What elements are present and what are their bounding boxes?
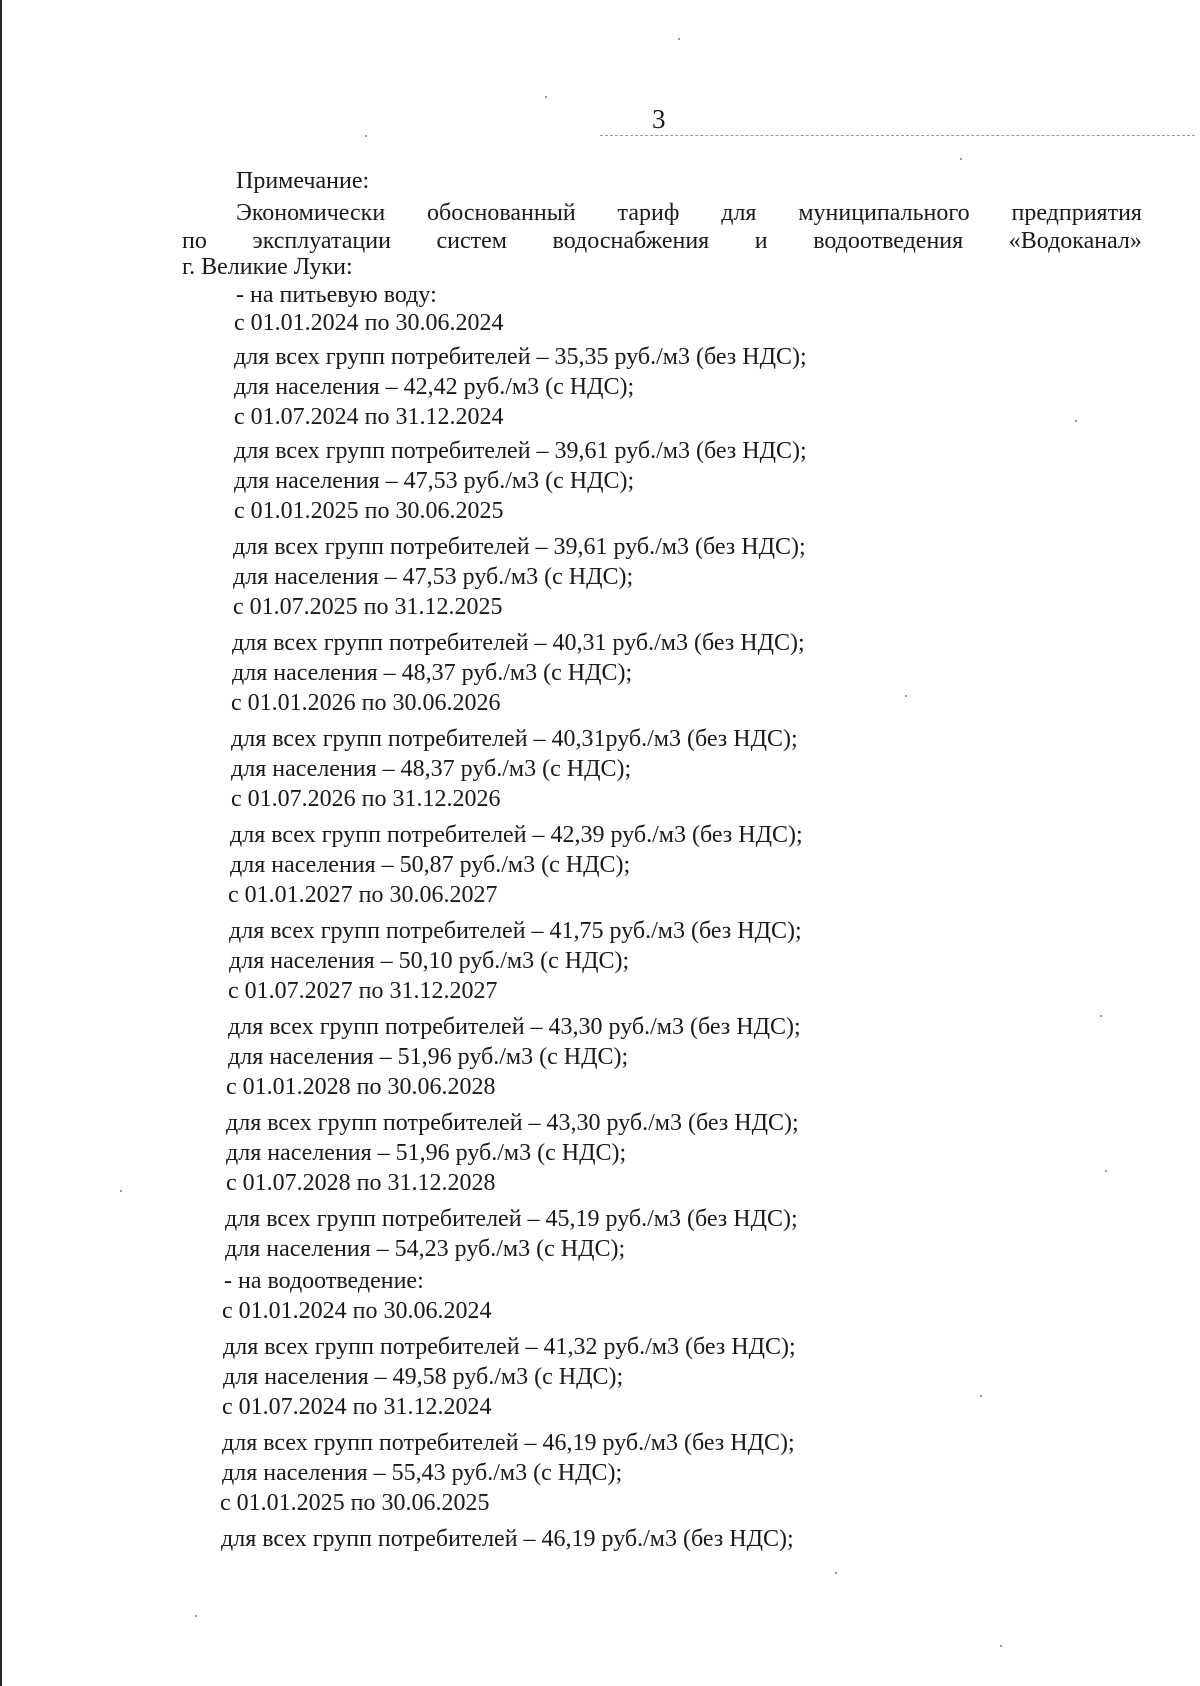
scan-speck	[545, 96, 547, 98]
intro-word: «Водоканал»	[1008, 228, 1142, 254]
tariff-line: для всех групп потребителей – 43,30 руб./м3 (без НДС);	[228, 1014, 801, 1040]
water-section-header: - на питьевую воду:	[236, 282, 437, 308]
intro-word: систем	[436, 228, 507, 254]
period-line: с 01.01.2028 по 30.06.2028	[226, 1074, 496, 1100]
scan-speck	[195, 1615, 197, 1617]
period-line: с 01.01.2025 по 30.06.2025	[234, 498, 504, 524]
period-line: с 01.01.2024 по 30.06.2024	[234, 310, 504, 336]
intro-word: эксплуатации	[252, 228, 391, 254]
intro-line-1	[236, 199, 1142, 227]
intro-word: водоотведения	[813, 228, 964, 254]
tariff-line: для всех групп потребителей – 35,35 руб./м3 (без НДС);	[234, 344, 807, 370]
period-line: с 01.07.2028 по 31.12.2028	[226, 1170, 496, 1196]
scan-left-edge	[0, 0, 2, 1686]
period-line: с 01.01.2025 по 30.06.2025	[220, 1490, 490, 1516]
scan-speck	[120, 1190, 122, 1192]
note-label: Примечание:	[236, 168, 370, 194]
scan-speck	[1105, 1170, 1107, 1172]
intro-word: предприятия	[1011, 200, 1142, 226]
tariff-line: для населения – 47,53 руб./м3 (с НДС);	[233, 564, 634, 590]
tariff-line: для населения – 54,23 руб./м3 (с НДС);	[225, 1236, 626, 1262]
intro-word: и	[754, 228, 768, 254]
tariff-line: для населения – 55,43 руб./м3 (с НДС);	[222, 1460, 623, 1486]
header-dashed-rule	[600, 135, 1195, 136]
scan-speck	[1000, 1645, 1002, 1647]
scan-speck	[1075, 420, 1077, 422]
scan-speck	[835, 1572, 837, 1574]
tariff-line: для населения – 48,37 руб./м3 (с НДС);	[232, 660, 633, 686]
intro-word: тариф	[617, 200, 680, 226]
scan-speck	[678, 38, 680, 40]
period-line: с 01.01.2027 по 30.06.2027	[228, 882, 498, 908]
tariff-line: для населения – 50,10 руб./м3 (с НДС);	[229, 948, 630, 974]
tariff-line: для всех групп потребителей – 39,61 руб./м3 (без НДС);	[233, 534, 806, 560]
scan-speck	[905, 695, 907, 697]
period-line: с 01.01.2024 по 30.06.2024	[222, 1298, 492, 1324]
tariff-line: для всех групп потребителей – 46,19 руб./м3 (без НДС);	[222, 1430, 795, 1456]
tariff-line: для населения – 42,42 руб./м3 (с НДС);	[234, 374, 635, 400]
intro-word: для	[721, 200, 757, 226]
tariff-line: для всех групп потребителей – 42,39 руб./м3 (без НДС);	[230, 822, 803, 848]
period-line: с 01.01.2026 по 30.06.2026	[231, 690, 501, 716]
tariff-line: для населения – 50,87 руб./м3 (с НДС);	[230, 852, 631, 878]
tariff-line: для всех групп потребителей – 40,31 руб./м3 (без НДС);	[232, 630, 805, 656]
sewer-section-header: - на водоотведение:	[224, 1268, 424, 1294]
page-number: 3	[652, 104, 666, 134]
tariff-line: для всех групп потребителей – 39,61 руб./м3 (без НДС);	[234, 438, 807, 464]
tariff-line: для всех групп потребителей – 41,32 руб./м3 (без НДС);	[223, 1334, 796, 1360]
intro-line-2	[182, 227, 1142, 255]
tariff-line: для всех групп потребителей – 43,30 руб./м3 (без НДС);	[226, 1110, 799, 1136]
tariff-line: для населения – 48,37 руб./м3 (с НДС);	[231, 756, 632, 782]
scan-speck	[980, 1395, 982, 1397]
intro-word: Экономически	[236, 200, 386, 226]
period-line: с 01.07.2027 по 31.12.2027	[228, 978, 498, 1004]
period-line: с 01.07.2025 по 31.12.2025	[233, 594, 503, 620]
tariff-line: для населения – 51,96 руб./м3 (с НДС);	[226, 1140, 627, 1166]
scan-speck	[960, 158, 962, 160]
tariff-line: для всех групп потребителей – 46,19 руб./м3 (без НДС);	[221, 1526, 794, 1552]
intro-word: по	[182, 228, 207, 254]
scan-speck	[1100, 1015, 1102, 1017]
period-line: с 01.07.2024 по 31.12.2024	[234, 404, 504, 430]
intro-word: водоснабжения	[552, 228, 710, 254]
period-line: с 01.07.2026 по 31.12.2026	[231, 786, 501, 812]
tariff-line: для всех групп потребителей – 41,75 руб./м3 (без НДС);	[229, 918, 802, 944]
tariff-line: для всех групп потребителей – 45,19 руб./м3 (без НДС);	[225, 1206, 798, 1232]
scan-speck	[365, 135, 367, 137]
tariff-line: для населения – 51,96 руб./м3 (с НДС);	[228, 1044, 629, 1070]
intro-word: обоснованный	[427, 200, 576, 226]
tariff-line: для населения – 47,53 руб./м3 (с НДС);	[234, 468, 635, 494]
intro-line-3: г. Великие Луки:	[182, 254, 353, 280]
period-line: с 01.07.2024 по 31.12.2024	[222, 1394, 492, 1420]
tariff-line: для населения – 49,58 руб./м3 (с НДС);	[223, 1364, 624, 1390]
tariff-line: для всех групп потребителей – 40,31руб./м3 (без НДС);	[231, 726, 798, 752]
intro-word: муниципального	[798, 200, 970, 226]
